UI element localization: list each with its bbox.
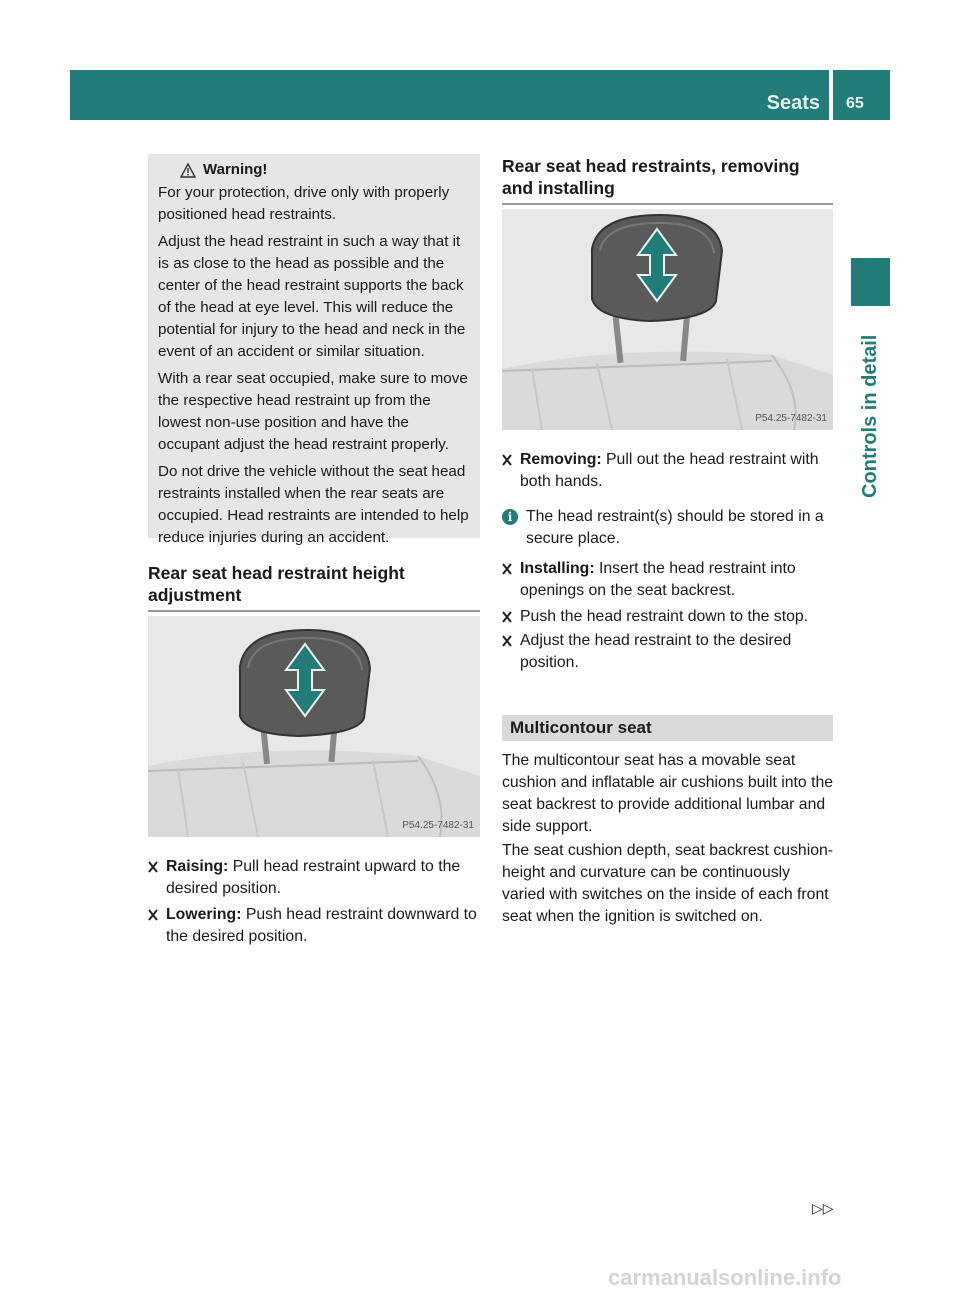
header-divider: [829, 70, 833, 120]
step-text: Adjust the head restraint to the desired position.: [520, 632, 792, 671]
step-removing: [502, 449, 834, 493]
step-text: Pull out the head restraint with both hands.: [520, 451, 819, 490]
multicontour-paragraph-1: The multicontour seat has a movable seat cushion and inflatable air cushions built into the seat backrest to provide additional lumbar and side support.: [502, 752, 834, 835]
page-number: 65: [846, 95, 864, 112]
chapter-tab-marker: [851, 258, 890, 306]
step-marker-icon: [148, 909, 158, 921]
step-label: Removing:: [520, 451, 602, 468]
step-marker-icon: [502, 454, 512, 466]
page-title: Seats: [766, 92, 820, 114]
head-restraint-illustration: [148, 616, 480, 837]
step-marker-icon: [148, 861, 158, 873]
warning-box: [148, 154, 480, 546]
step-installing: [502, 558, 834, 602]
multicontour-paragraph-2: The seat cushion depth, seat backrest cushion-height and curvature can be continuously varied with switches on the inside of each front seat when the ignition is switched on.: [502, 842, 834, 925]
warning-paragraph: For your protection, drive only with properly positioned head restraints.: [158, 184, 450, 223]
section-title-height-adjustment: Rear seat head restraint height adjustment: [148, 562, 480, 612]
chapter-tab-label: Controls in detail: [859, 334, 881, 498]
info-note: [502, 506, 834, 550]
step-raising: [148, 856, 480, 900]
info-text: The head restraint(s) should be stored in a secure place.: [526, 508, 824, 547]
warning-heading: [158, 158, 474, 182]
head-restraint-figure-left: [148, 616, 480, 837]
step-label: Lowering:: [166, 906, 242, 923]
step-push: [502, 606, 834, 628]
step-marker-icon: [502, 563, 512, 575]
continued-icon: ▷▷: [812, 1200, 834, 1216]
step-lowering: [148, 904, 480, 948]
warning-paragraph: With a rear seat occupied, make sure to move the respective head restraint up from the lowest non-use position and have the occupant adjust the head restraint properly.: [158, 370, 468, 453]
warning-paragraph: Do not drive the vehicle without the seat head restraints installed when the rear seats are occupied. Head restraints are intended to help reduce injuries during an accident.: [158, 463, 469, 546]
figure-code: P54.25-7482-31: [402, 820, 474, 831]
section-title-removing-installing: Rear seat head restraints, removing and installing: [502, 155, 833, 205]
step-label: Installing:: [520, 560, 595, 577]
head-restraint-figure-right: [502, 209, 833, 430]
warning-paragraph: Adjust the head restraint in such a way that it is as close to the head as possible and the center of the head restraint supports the back of the head at eye level. This will reduce the potential for injury to the head and neck in the event of an accident or similar situation.: [158, 233, 466, 360]
step-adjust: [502, 630, 834, 674]
info-icon: i: [502, 509, 518, 525]
warning-label: Warning!: [203, 161, 268, 178]
step-text: Insert the head restraint into openings on the seat backrest.: [520, 560, 796, 599]
watermark: carmanualsonline.info: [608, 1265, 842, 1290]
step-text: Push the head restraint down to the stop.: [520, 608, 809, 625]
head-restraint-illustration: [502, 209, 833, 430]
step-marker-icon: [502, 611, 512, 623]
warning-triangle-icon: [180, 163, 196, 178]
step-text: Push head restraint downward to the desired position.: [166, 906, 477, 945]
section-heading-multicontour: Multicontour seat: [502, 715, 833, 741]
step-marker-icon: [502, 635, 512, 647]
step-label: Raising:: [166, 858, 229, 875]
step-text: Pull head restraint upward to the desired position.: [166, 858, 461, 897]
figure-code: P54.25-7482-31: [755, 413, 827, 424]
